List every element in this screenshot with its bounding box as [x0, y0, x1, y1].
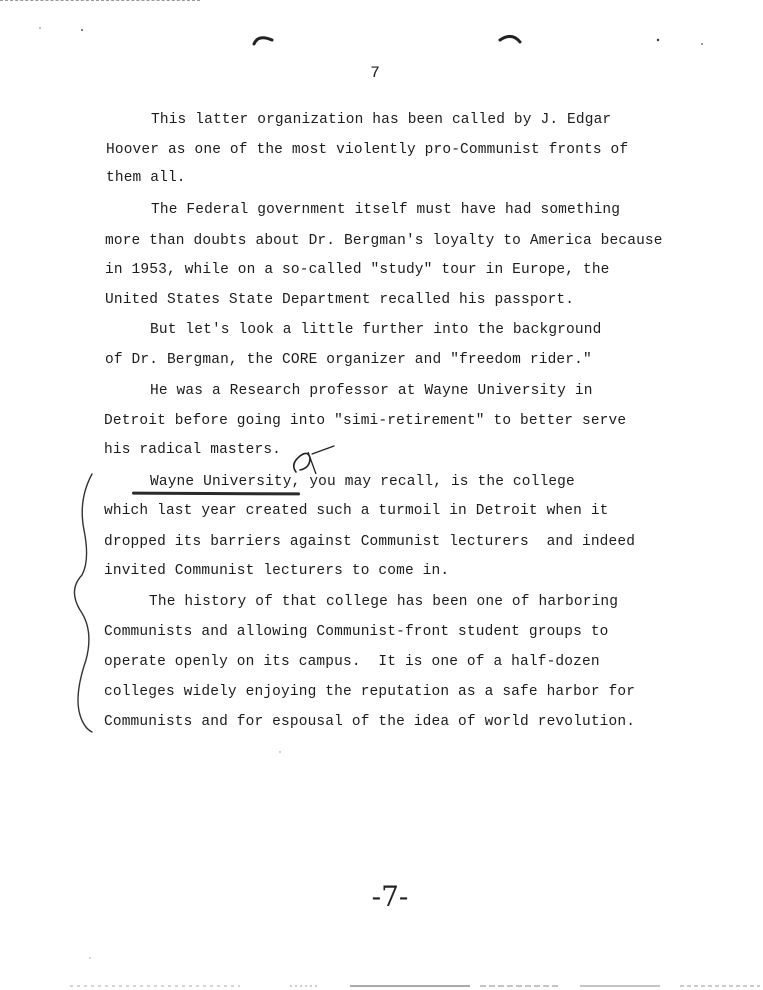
- text-line: more than doubts about Dr. Bergman's loyalty to America because: [105, 233, 663, 249]
- text-line: colleges widely enjoying the reputation as a safe harbor for: [104, 684, 636, 700]
- text-line: Communists and allowing Communist-front student groups to: [104, 624, 609, 640]
- text-line: them all.: [106, 170, 186, 186]
- text-line: which last year created such a turmoil in Detroit when it: [104, 503, 609, 519]
- text-line: The history of that college has been one of harboring: [149, 594, 619, 610]
- bottom-scan-rules: [0, 982, 763, 990]
- footer-page-number: -7-: [371, 880, 409, 913]
- text-line: invited Communist lecturers to come in.: [104, 563, 450, 579]
- text-line: The Federal government itself must have had something: [151, 202, 621, 218]
- text-line: He was a Research professor at Wayne University in: [150, 383, 593, 399]
- text-line: But let's look a little further into the background: [150, 322, 602, 338]
- text-line: This latter organization has been called by J. Edgar: [151, 112, 612, 128]
- text-line: his radical masters.: [104, 442, 282, 458]
- text-line: of Dr. Bergman, the CORE organizer and "freedom rider.": [105, 352, 592, 368]
- text-line: Wayne University, you may recall, is the college: [150, 474, 575, 490]
- text-line: operate openly on its campus. It is one of a half-dozen: [104, 654, 600, 670]
- text-line: United States State Department recalled his passport.: [105, 292, 575, 308]
- text-line: in 1953, while on a so-called "study" tour in Europe, the: [105, 262, 610, 278]
- text-line: Hoover as one of the most violently pro-Communist fronts of: [106, 142, 629, 158]
- text-line: Detroit before going into "simi-retirement" to better serve: [104, 413, 627, 429]
- text-line: dropped its barriers against Communist lecturers and indeed: [104, 534, 636, 550]
- text-line: Communists and for espousal of the idea of world revolution.: [104, 714, 636, 730]
- handwritten-margin-bracket: [60, 470, 100, 735]
- page-number: 7: [370, 64, 380, 82]
